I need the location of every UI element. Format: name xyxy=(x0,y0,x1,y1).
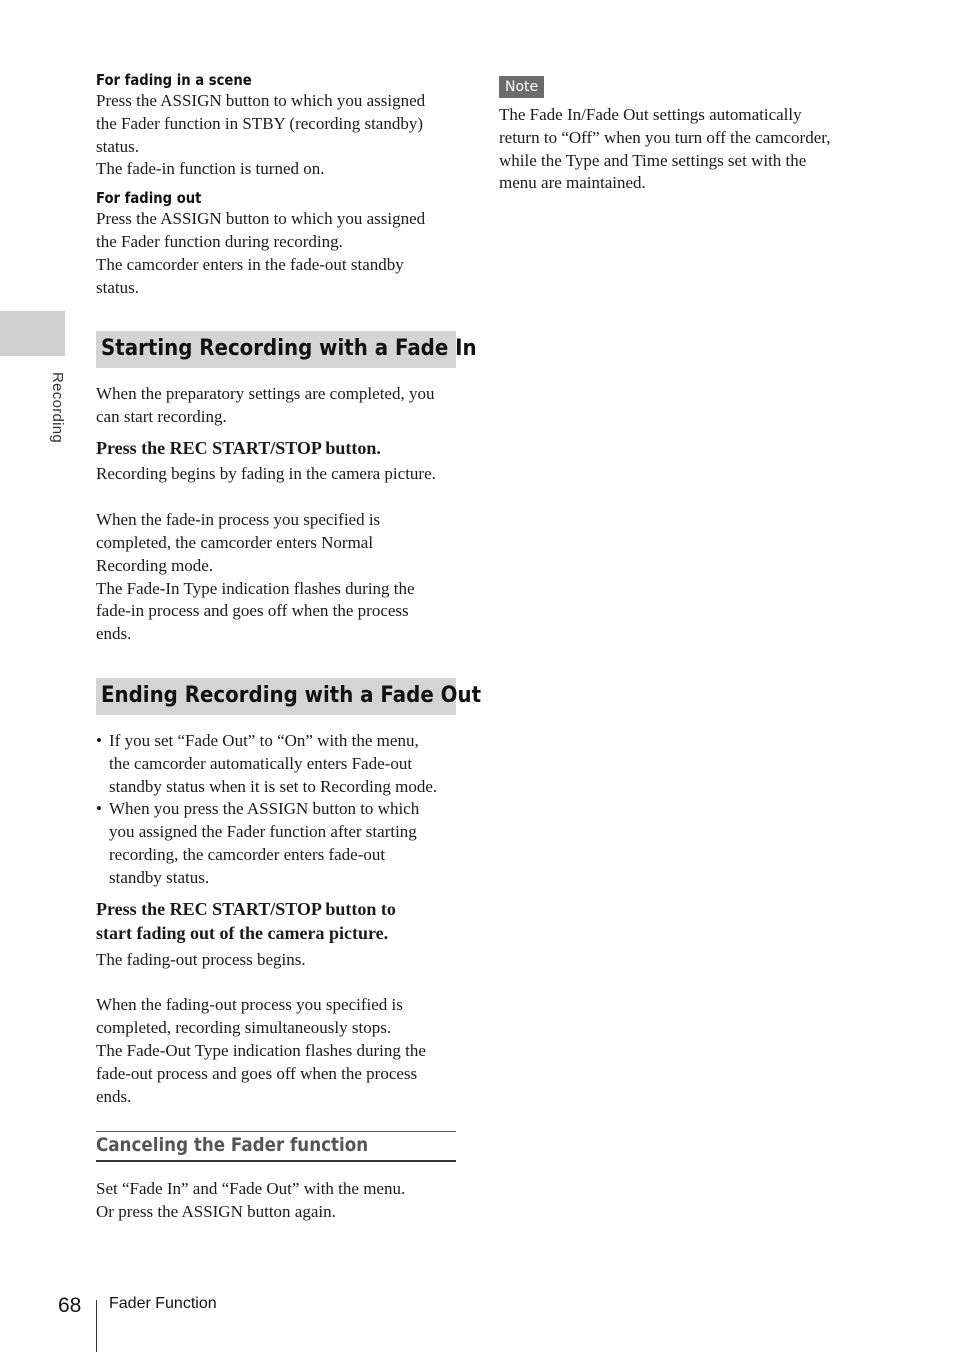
text-line: The Fade-In Type indication flashes during the xyxy=(96,578,415,598)
note-body xyxy=(499,104,859,195)
text-line: return to “Off” when you turn off the camcorder, xyxy=(499,127,831,147)
text-line: fade-out process and goes off when the process xyxy=(96,1063,418,1083)
left-column xyxy=(96,70,482,1224)
cancel-body xyxy=(96,1178,456,1224)
text-line: Press the ASSIGN button to which you assigned xyxy=(96,91,426,110)
note-badge: Note xyxy=(499,76,544,98)
step-instruction: Press the REC START/STOP button. xyxy=(96,437,381,458)
bullet-list xyxy=(96,730,456,890)
subsection-title: Canceling the Fader function xyxy=(96,1134,369,1157)
chapter-label: Recording xyxy=(49,372,66,444)
step-result: Recording begins by fading in the camera picture. xyxy=(96,464,436,484)
chapter-tab xyxy=(0,311,65,356)
step-result: The fading-out process begins. xyxy=(96,949,306,969)
text-line: ends. xyxy=(96,624,132,644)
text-line: while the Type and Time settings set with the xyxy=(499,150,807,170)
text-line: When the fading-out process you specified is xyxy=(96,995,403,1015)
text-line: menu are maintained. xyxy=(499,173,646,193)
footer-title: Fader Function xyxy=(109,1295,217,1312)
text-line: Recording mode. xyxy=(96,555,214,575)
list-item: • If you set “Fade Out” to “On” with the menu, the camcorder automatically enters Fade-out standby status when it is set to Recording mode. xyxy=(96,730,456,798)
section-title: Starting Recording with a Fade In xyxy=(101,336,477,362)
subsection-heading-cancel xyxy=(96,1131,456,1162)
text-line: the Fader function during recording. xyxy=(96,231,343,251)
text-line: status. xyxy=(96,136,139,156)
text-line: Press the ASSIGN button to which you assigned xyxy=(96,209,426,229)
text-line: ends. xyxy=(96,1086,132,1106)
text-line: Or press the ASSIGN button again. xyxy=(96,1202,336,1222)
right-column xyxy=(499,76,859,195)
section-heading-fade-in xyxy=(96,331,477,368)
section-fade-in-body xyxy=(96,383,456,646)
text-line: The camcorder enters in the fade-out standby xyxy=(96,254,404,274)
footer-divider xyxy=(96,1300,97,1352)
step-instruction: Press the REC START/STOP button to start fading out of the camera picture. xyxy=(96,898,396,944)
section-title: Ending Recording with a Fade Out xyxy=(101,683,482,709)
text-line: When the preparatory settings are completed, you xyxy=(96,384,435,404)
text-line: The Fade In/Fade Out settings automatically xyxy=(499,105,802,124)
list-item: • When you press the ASSIGN button to which you assigned the Fader function after starting recording, the camcorder enters fade-out standby status. xyxy=(96,798,456,889)
text-line: the Fader function in STBY (recording standby) xyxy=(96,113,424,133)
text-line: can start recording. xyxy=(96,407,227,427)
text-line: When the fade-in process you specified is xyxy=(96,510,381,530)
text-line: The fade-in function is turned on. xyxy=(96,159,325,179)
page-number: 68 xyxy=(58,1294,82,1317)
section-fade-out-body xyxy=(96,730,456,1108)
text-line: completed, recording simultaneously stops. xyxy=(96,1018,392,1038)
fade-out-block xyxy=(96,188,456,299)
text-line: completed, the camcorder enters Normal xyxy=(96,533,374,553)
fade-in-scene-block xyxy=(96,70,456,181)
fade-out-heading: For fading out xyxy=(96,189,202,208)
text-line: Set “Fade In” and “Fade Out” with the menu. xyxy=(96,1179,406,1199)
fade-in-scene-heading: For fading in a scene xyxy=(96,71,252,89)
text-line: status. xyxy=(96,277,139,297)
text-line: The Fade-Out Type indication flashes during the xyxy=(96,1041,426,1061)
text-line: fade-in process and goes off when the process xyxy=(96,601,409,621)
section-heading-fade-out xyxy=(96,678,482,715)
